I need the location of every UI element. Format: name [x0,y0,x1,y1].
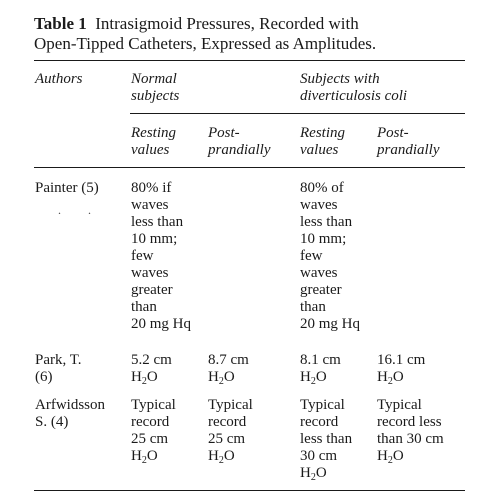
header-normal-resting-1: Resting [131,125,176,141]
row-arfwidsson-div-resting-3: less than [300,431,353,447]
row-arfwidsson-author-2: S. (4) [35,414,69,430]
row-arfwidsson-normal-post-4: $H_2O$ [208,448,235,466]
table-caption [34,14,464,54]
row-park-normal-post-2: $H_2O$ [208,369,235,387]
row-arfwidsson-normal-post-2: record [208,414,247,430]
table-cell-line: than [131,299,157,315]
caption-label: Table 1 [34,14,87,33]
row-arfwidsson-normal-resting-4: $H_2O$ [131,448,158,466]
group-rule [130,113,465,114]
header-normal-post-1: Post- [208,125,240,141]
row-park-normal-post-1: 8.7 cm [208,352,249,368]
table-cell-line: 10 mm; [300,231,347,247]
caption-line-1 [34,14,464,34]
row-arfwidsson-normal-post-3: 25 cm [208,431,246,447]
row-arfwidsson-normal-resting-2: record [131,414,170,430]
table-cell-line: 20 mg Hq [131,316,191,332]
table-cell-line: less than [300,214,353,230]
table-cell-line: greater [131,282,173,298]
row-arfwidsson-div-post-2: record less [377,414,442,430]
table-cell-line: 10 mm; [131,231,178,247]
table-cell-line: few [131,248,154,264]
header-div-post-1: Post- [377,125,409,141]
header-normal-resting-2: values [131,142,170,158]
row-arfwidsson-div-post-3: than 30 cm [377,431,444,447]
caption-line-2: Open-Tipped Catheters, Expressed as Amplitudes. [34,34,377,53]
header-bottom-rule [34,167,465,168]
row-arfwidsson-author-1: Arfwidsson [35,397,105,413]
header-div-2: diverticulosis coli [300,88,408,104]
row-arfwidsson-normal-resting-3: 25 cm [131,431,169,447]
header-normal-1: Normal [131,71,177,87]
row-park-normal-resting-1: 5.2 cm [131,352,172,368]
table-cell-line: greater [300,282,342,298]
header-div-resting-2: values [300,142,339,158]
table-cell-line: than [300,299,326,315]
row-painter-author: Painter (5) [35,180,99,196]
caption-title-1: Intrasigmoid Pressures, Recorded with [95,14,359,33]
table-cell-line: waves [131,197,169,213]
row-arfwidsson-div-post-1: Typical [377,397,422,413]
table-cell-line: 80% of [300,180,344,196]
table-cell-line: waves [131,265,169,281]
top-rule [34,60,465,61]
row-arfwidsson-div-resting-2: record [300,414,339,430]
bottom-rule [34,490,465,491]
row-park-div-post-2: $H_2O$ [377,369,404,387]
row-park-div-post-1: 16.1 cm [377,352,426,368]
row-park-div-resting-2: $H_2O$ [300,369,327,387]
row-park-div-resting-1: 8.1 cm [300,352,341,368]
row-arfwidsson-div-post-4: $H_2O$ [377,448,404,466]
stray-marks: . . [58,203,103,217]
row-park-normal-resting-2: $H_2O$ [131,369,158,387]
row-arfwidsson-normal-post-1: Typical [208,397,253,413]
row-park-author-2: (6) [35,369,53,385]
table-cell-line: waves [300,265,338,281]
table-cell-line: less than [131,214,184,230]
table-cell-line: waves [300,197,338,213]
header-div-resting-1: Resting [300,125,345,141]
header-div-post-2: prandially [377,142,440,158]
header-div-1: Subjects with [300,71,380,87]
row-park-author-1: Park, T. [35,352,82,368]
table-cell-line: few [300,248,323,264]
header-normal-2: subjects [131,88,180,104]
table-cell-line: 20 mg Hq [300,316,360,332]
row-arfwidsson-div-resting-1: Typical [300,397,345,413]
row-arfwidsson-normal-resting-1: Typical [131,397,176,413]
header-normal-post-2: prandially [208,142,271,158]
row-arfwidsson-div-resting-4: 30 cm [300,448,338,464]
row-arfwidsson-div-resting-5: $H_2O$ [300,465,327,483]
header-authors: Authors [35,71,83,87]
table-cell-line: 80% if [131,180,172,196]
